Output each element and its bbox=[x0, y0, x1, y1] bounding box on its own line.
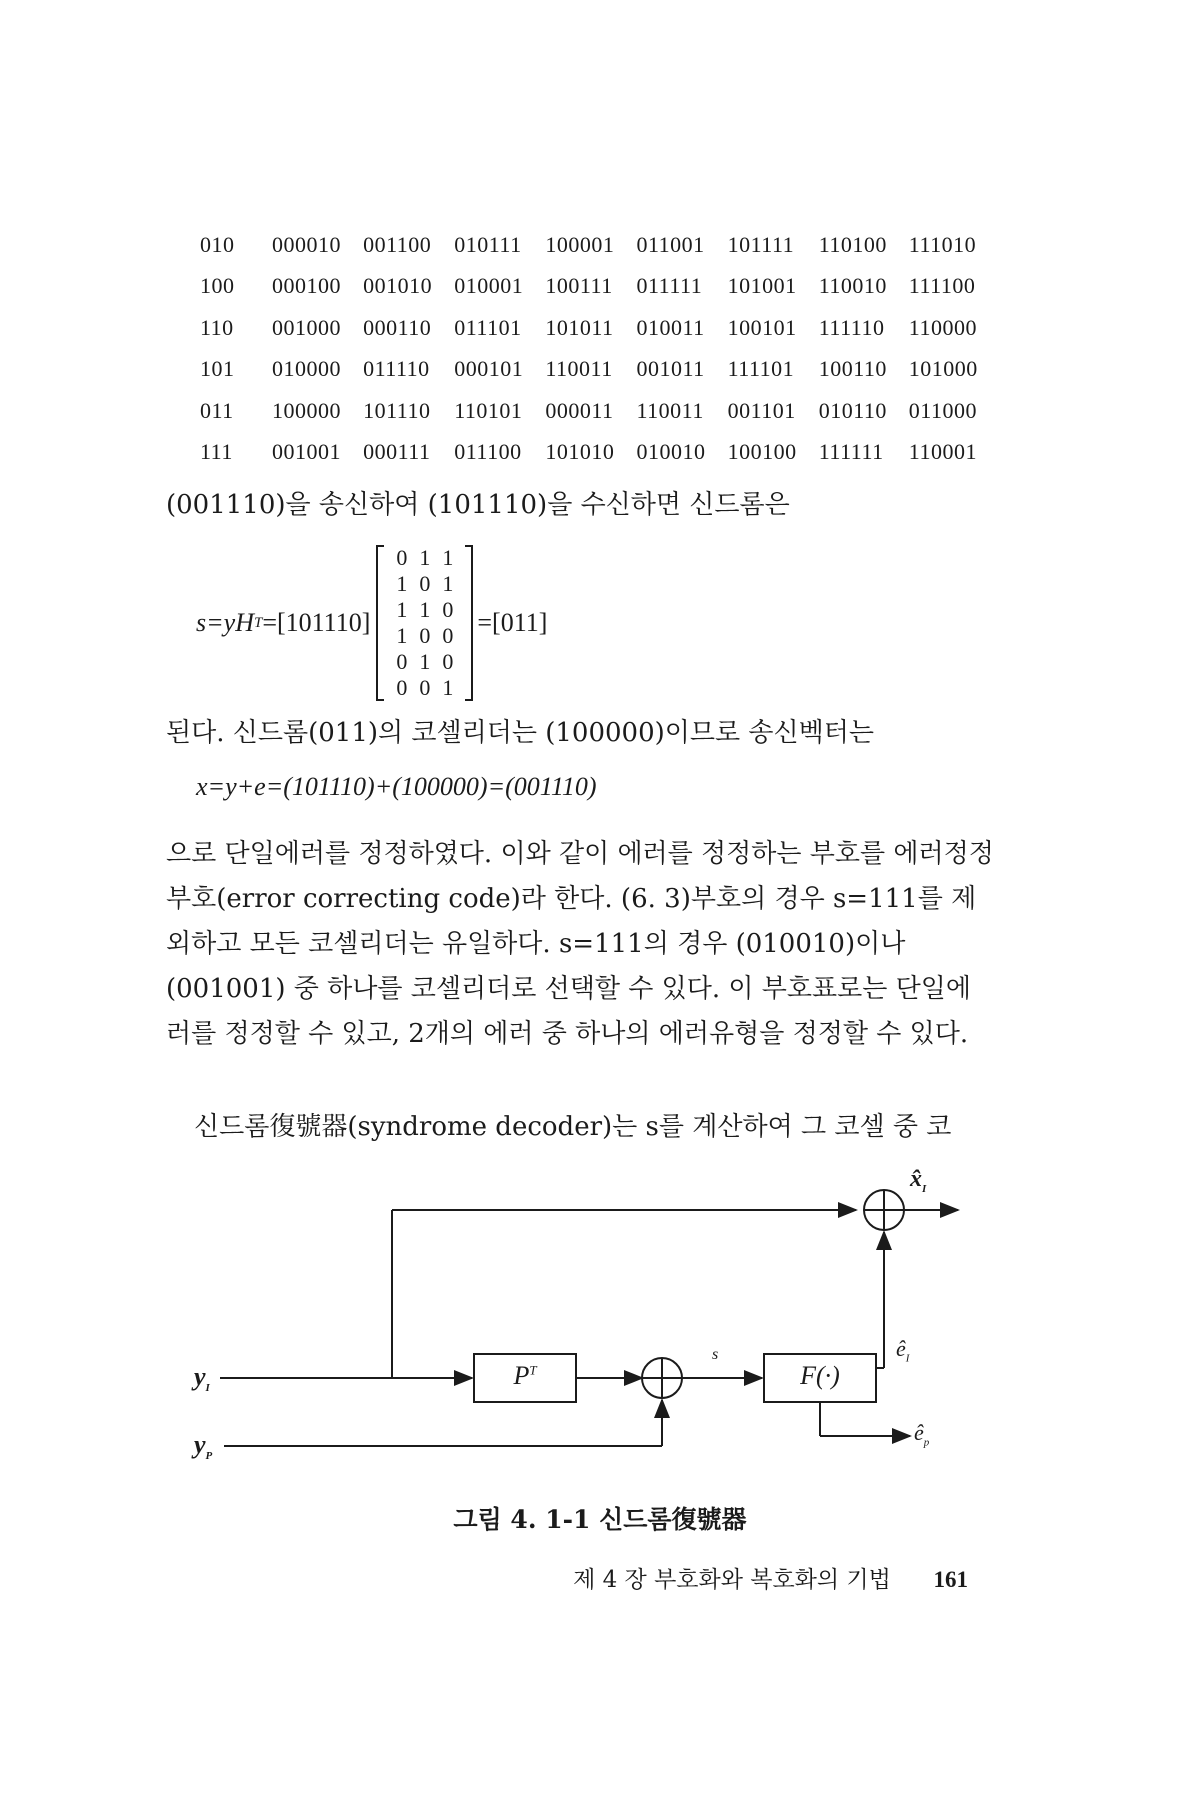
codeword-cell: 110101 bbox=[454, 397, 523, 423]
matrix-cell: 1 bbox=[442, 675, 454, 700]
paragraph-syndrome-decoder: 신드롬復號器(syndrome decoder)는 s를 계산하여 그 코셀 중 코 bbox=[194, 1112, 952, 1142]
codeword-cell: 011111 bbox=[636, 273, 703, 299]
syndrome-equation bbox=[196, 545, 548, 700]
matrix-cell: 1 bbox=[442, 571, 454, 596]
codeword-cell: 001101 bbox=[727, 397, 796, 423]
codeword-cell: 001010 bbox=[363, 273, 433, 299]
codeword-cell: 000010 bbox=[272, 231, 341, 257]
codeword-cell: 011000 bbox=[908, 397, 977, 423]
syndrome-cell: 110 bbox=[200, 314, 234, 340]
codeword-cell: 111110 bbox=[818, 314, 885, 340]
codeword-cell: 110100 bbox=[818, 231, 887, 257]
codeword-cell: 000110 bbox=[363, 314, 432, 340]
diagram-canvas bbox=[190, 1150, 990, 1450]
error-info-label: $ê_I$ bbox=[896, 1336, 910, 1365]
matrix-cell: 0 bbox=[442, 597, 454, 622]
codeword-cell: 100101 bbox=[727, 314, 797, 340]
matrix-cell: 0 bbox=[419, 571, 431, 596]
syndrome-decoder-diagram bbox=[190, 1150, 990, 1463]
syndrome-cell: 010 bbox=[200, 231, 235, 257]
codeword-cell: 101111 bbox=[727, 231, 795, 257]
codeword-cell: 100100 bbox=[727, 439, 797, 465]
f-block-label: F(·) bbox=[800, 1361, 840, 1390]
matrix-left-bracket bbox=[376, 545, 384, 701]
codeword-cell: 100001 bbox=[545, 231, 615, 257]
codeword-cell: 010011 bbox=[636, 314, 705, 340]
matrix-cell: 1 bbox=[396, 623, 408, 648]
codeword-cell: 101010 bbox=[545, 439, 615, 465]
matrix-cell: 1 bbox=[419, 597, 431, 622]
matrix-cell: 0 bbox=[419, 675, 431, 700]
matrix-cell: 1 bbox=[396, 571, 408, 596]
codeword-cell: 001001 bbox=[272, 439, 341, 465]
paragraph-error-correcting: 으로 단일에러를 정정하였다. 이와 같이 에러를 정정하는 부호를 에러정정부호(error correcting code)라 한다. (6. 3)부호의 경우 s=111를 제외하고 모든 코셀리더는 유일하다. s=111의 경우 (010010)이나 (001001) 중 하나를 코셀리더로 선택할 수 있다. 이 부호표로는 단일에러를 정정할 수 있고, 2개의 에러 중 하나의 에러유형을 정정할 수 있다. bbox=[166, 839, 994, 1049]
matrix-right-bracket bbox=[465, 545, 473, 701]
codeword-cell: 110000 bbox=[908, 314, 977, 340]
y-information-label: $y_I$ bbox=[194, 1362, 210, 1395]
codeword-cell: 111010 bbox=[908, 231, 977, 257]
codeword-cell: 011100 bbox=[454, 439, 522, 465]
matrix-cell: 0 bbox=[442, 623, 454, 648]
syndrome-cell: 100 bbox=[200, 273, 235, 299]
syndrome-label: s bbox=[712, 1346, 719, 1363]
syndrome-result: =[011] bbox=[477, 608, 548, 637]
matrix-cell: 0 bbox=[396, 545, 408, 570]
matrix-row bbox=[390, 649, 459, 675]
matrix-row bbox=[390, 571, 459, 597]
code-table bbox=[200, 224, 1000, 473]
code-table-row bbox=[200, 266, 1000, 308]
matrix-cell: 1 bbox=[419, 545, 431, 570]
codeword-cell: 111111 bbox=[818, 439, 884, 465]
matrix-cell: 0 bbox=[396, 649, 408, 674]
syndrome-lhs: s=yH bbox=[196, 608, 254, 637]
error-parity-label: $ê_p$ bbox=[914, 1420, 930, 1449]
codeword-cell: 010000 bbox=[272, 356, 341, 382]
codeword-cell: 000011 bbox=[545, 397, 614, 423]
matrix-row bbox=[390, 675, 459, 701]
matrix-row bbox=[390, 597, 459, 623]
codeword-cell: 110011 bbox=[545, 356, 613, 382]
syndrome-cell: 011 bbox=[200, 397, 234, 423]
syndrome-cell: 101 bbox=[200, 356, 235, 382]
codeword-cell: 100110 bbox=[818, 356, 887, 382]
code-table-row bbox=[200, 349, 1000, 391]
received-vector: =[101110] bbox=[262, 608, 371, 637]
codeword-cell: 000100 bbox=[272, 273, 341, 299]
codeword-cell: 001000 bbox=[272, 314, 341, 340]
codeword-cell: 011001 bbox=[636, 231, 705, 257]
code-table-row bbox=[200, 307, 1000, 349]
syndrome-cell: 111 bbox=[200, 439, 233, 465]
matrix-cell: 1 bbox=[419, 649, 431, 674]
matrix-cell: 0 bbox=[419, 623, 431, 648]
codeword-cell: 010010 bbox=[636, 439, 706, 465]
page-footer bbox=[573, 1561, 968, 1594]
pt-block-label: $P^T$ bbox=[513, 1361, 537, 1390]
matrix-cell: 0 bbox=[396, 675, 408, 700]
codeword-cell: 111100 bbox=[908, 273, 976, 299]
codeword-cell: 110011 bbox=[636, 397, 704, 423]
corrected-output-label: $x̂_I$ bbox=[910, 1166, 927, 1195]
transpose-superscript: T bbox=[253, 614, 263, 631]
matrix-cell: 1 bbox=[396, 597, 408, 622]
codeword-cell: 010111 bbox=[454, 231, 522, 257]
code-table-row bbox=[200, 224, 1000, 266]
codeword-cell: 000111 bbox=[363, 439, 431, 465]
matrix-row bbox=[390, 623, 459, 649]
codeword-cell: 101011 bbox=[545, 314, 614, 340]
matrix-cell: 0 bbox=[442, 649, 454, 674]
codeword-cell: 100000 bbox=[272, 397, 341, 423]
codeword-cell: 001100 bbox=[363, 231, 432, 257]
code-table-row bbox=[200, 390, 1000, 432]
matrix-row bbox=[390, 545, 459, 571]
codeword-cell: 100111 bbox=[545, 273, 613, 299]
codeword-cell: 010110 bbox=[818, 397, 887, 423]
codeword-cell: 110010 bbox=[818, 273, 887, 299]
line-after-matrix: 된다. 신드롬(011)의 코셀리더는 (100000)이므로 송신벡터는 bbox=[166, 718, 874, 748]
codeword-cell: 001011 bbox=[636, 356, 705, 382]
codeword-cell: 101110 bbox=[363, 397, 431, 423]
codeword-cell: 101000 bbox=[908, 356, 978, 382]
codeword-cell: 110001 bbox=[908, 439, 977, 465]
codeword-cell: 010001 bbox=[454, 273, 524, 299]
error-correction-equation: x=y+e=(101110)+(100000)=(001110) bbox=[196, 772, 597, 801]
codeword-cell: 011101 bbox=[454, 314, 522, 340]
codeword-cell: 000101 bbox=[454, 356, 524, 382]
chapter-title: 제 4 장 부호화와 복호화의 기법 bbox=[573, 1567, 891, 1593]
intro-line: (001110)을 송신하여 (101110)을 수신하면 신드롬은 bbox=[166, 490, 790, 520]
y-parity-label: $y_P$ bbox=[194, 1430, 213, 1463]
codeword-cell: 111101 bbox=[727, 356, 795, 382]
code-table-row bbox=[200, 432, 1000, 474]
figure-caption: 그림 4. 1-1 신드롬復號器 bbox=[453, 1505, 747, 1534]
h-transpose-matrix bbox=[376, 545, 473, 701]
codeword-cell: 101001 bbox=[727, 273, 797, 299]
codeword-cell: 011110 bbox=[363, 356, 430, 382]
matrix-cell: 1 bbox=[442, 545, 454, 570]
page-number: 161 bbox=[933, 1567, 968, 1592]
